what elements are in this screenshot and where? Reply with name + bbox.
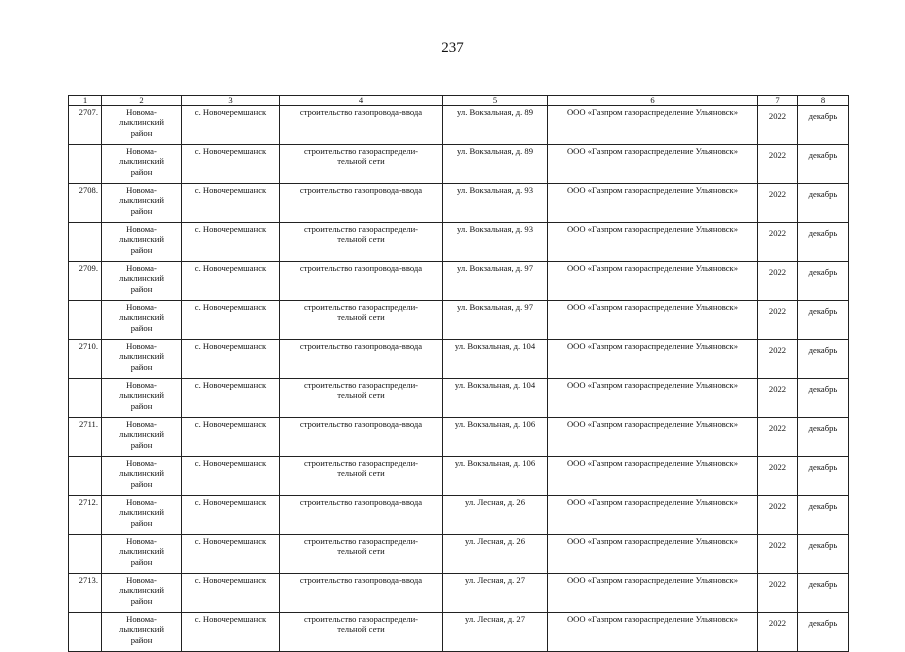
month-cell: декабрь <box>798 145 849 184</box>
locality-cell: с. Новочеремшанск <box>182 301 280 340</box>
district-cell: Новома- лыклинский район <box>102 223 182 262</box>
district-cell: Новома- лыклинский район <box>102 379 182 418</box>
locality-cell: с. Новочеремшанск <box>182 340 280 379</box>
address-cell: ул. Вокзальная, д. 97 <box>443 301 548 340</box>
table-row <box>69 106 849 145</box>
month-cell: декабрь <box>798 262 849 301</box>
entry-number <box>69 535 102 574</box>
organization-cell: ООО «Газпром газораспределение Ульяновск» <box>548 418 758 457</box>
organization-cell: ООО «Газпром газораспределение Ульяновск» <box>548 613 758 652</box>
locality-cell: с. Новочеремшанск <box>182 106 280 145</box>
locality-cell: с. Новочеремшанск <box>182 574 280 613</box>
address-cell: ул. Вокзальная, д. 89 <box>443 145 548 184</box>
year-cell: 2022 <box>758 184 798 223</box>
work-type-cell: строительство газопровода-ввода <box>280 106 443 145</box>
district-cell: Новома- лыклинский район <box>102 106 182 145</box>
work-type-cell: строительство газораспредели- тельной сети <box>280 613 443 652</box>
entry-number <box>69 223 102 262</box>
organization-cell: ООО «Газпром газораспределение Ульяновск» <box>548 496 758 535</box>
year-cell: 2022 <box>758 262 798 301</box>
address-cell: ул. Лесная, д. 27 <box>443 574 548 613</box>
column-header: 6 <box>548 96 758 106</box>
work-type-cell: строительство газораспредели- тельной сети <box>280 145 443 184</box>
column-header: 4 <box>280 96 443 106</box>
district-cell: Новома- лыклинский район <box>102 574 182 613</box>
work-type-cell: строительство газопровода-ввода <box>280 262 443 301</box>
table-row <box>69 574 849 613</box>
page-number: 237 <box>441 40 464 56</box>
table-row <box>69 535 849 574</box>
year-cell: 2022 <box>758 106 798 145</box>
work-type-cell: строительство газопровода-ввода <box>280 418 443 457</box>
organization-cell: ООО «Газпром газораспределение Ульяновск» <box>548 535 758 574</box>
address-cell: ул. Вокзальная, д. 97 <box>443 262 548 301</box>
work-type-cell: строительство газораспредели- тельной сети <box>280 223 443 262</box>
year-cell: 2022 <box>758 301 798 340</box>
entry-number <box>69 145 102 184</box>
entry-number: 2711. <box>69 418 102 457</box>
entry-number: 2707. <box>69 106 102 145</box>
year-cell: 2022 <box>758 223 798 262</box>
district-cell: Новома- лыклинский район <box>102 184 182 223</box>
year-cell: 2022 <box>758 574 798 613</box>
table-row <box>69 613 849 652</box>
month-cell: декабрь <box>798 223 849 262</box>
table-row <box>69 301 849 340</box>
locality-cell: с. Новочеремшанск <box>182 379 280 418</box>
table-row <box>69 496 849 535</box>
locality-cell: с. Новочеремшанск <box>182 262 280 301</box>
column-header: 5 <box>443 96 548 106</box>
column-header: 3 <box>182 96 280 106</box>
address-cell: ул. Лесная, д. 26 <box>443 535 548 574</box>
address-cell: ул. Вокзальная, д. 104 <box>443 379 548 418</box>
district-cell: Новома- лыклинский район <box>102 301 182 340</box>
column-header: 8 <box>798 96 849 106</box>
organization-cell: ООО «Газпром газораспределение Ульяновск» <box>548 223 758 262</box>
work-type-cell: строительство газопровода-ввода <box>280 496 443 535</box>
work-type-cell: строительство газопровода-ввода <box>280 184 443 223</box>
year-cell: 2022 <box>758 613 798 652</box>
table-row <box>69 418 849 457</box>
locality-cell: с. Новочеремшанск <box>182 184 280 223</box>
header-row <box>69 96 849 106</box>
address-cell: ул. Вокзальная, д. 104 <box>443 340 548 379</box>
locality-cell: с. Новочеремшанск <box>182 145 280 184</box>
table-row <box>69 457 849 496</box>
locality-cell: с. Новочеремшанск <box>182 418 280 457</box>
organization-cell: ООО «Газпром газораспределение Ульяновск» <box>548 301 758 340</box>
entry-number: 2709. <box>69 262 102 301</box>
entry-number <box>69 613 102 652</box>
year-cell: 2022 <box>758 340 798 379</box>
month-cell: декабрь <box>798 535 849 574</box>
address-cell: ул. Лесная, д. 26 <box>443 496 548 535</box>
month-cell: декабрь <box>798 184 849 223</box>
district-cell: Новома- лыклинский район <box>102 418 182 457</box>
district-cell: Новома- лыклинский район <box>102 457 182 496</box>
locality-cell: с. Новочеремшанск <box>182 613 280 652</box>
month-cell: декабрь <box>798 379 849 418</box>
organization-cell: ООО «Газпром газораспределение Ульяновск» <box>548 145 758 184</box>
table-row <box>69 145 849 184</box>
work-type-cell: строительство газопровода-ввода <box>280 340 443 379</box>
month-cell: декабрь <box>798 613 849 652</box>
year-cell: 2022 <box>758 535 798 574</box>
month-cell: декабрь <box>798 574 849 613</box>
organization-cell: ООО «Газпром газораспределение Ульяновск» <box>548 106 758 145</box>
district-cell: Новома- лыклинский район <box>102 340 182 379</box>
column-header: 2 <box>102 96 182 106</box>
work-type-cell: строительство газораспредели- тельной сети <box>280 535 443 574</box>
year-cell: 2022 <box>758 379 798 418</box>
district-cell: Новома- лыклинский район <box>102 496 182 535</box>
address-cell: ул. Вокзальная, д. 89 <box>443 106 548 145</box>
month-cell: декабрь <box>798 418 849 457</box>
year-cell: 2022 <box>758 418 798 457</box>
table-row <box>69 379 849 418</box>
address-cell: ул. Вокзальная, д. 106 <box>443 457 548 496</box>
entry-number: 2710. <box>69 340 102 379</box>
address-cell: ул. Вокзальная, д. 93 <box>443 223 548 262</box>
year-cell: 2022 <box>758 145 798 184</box>
column-header: 1 <box>69 96 102 106</box>
locality-cell: с. Новочеремшанск <box>182 223 280 262</box>
organization-cell: ООО «Газпром газораспределение Ульяновск» <box>548 340 758 379</box>
table-row <box>69 340 849 379</box>
locality-cell: с. Новочеремшанск <box>182 496 280 535</box>
table-body <box>69 106 849 652</box>
entry-number <box>69 379 102 418</box>
table-row <box>69 184 849 223</box>
organization-cell: ООО «Газпром газораспределение Ульяновск» <box>548 379 758 418</box>
month-cell: декабрь <box>798 340 849 379</box>
column-header: 7 <box>758 96 798 106</box>
work-type-cell: строительство газораспредели- тельной сети <box>280 301 443 340</box>
work-type-cell: строительство газопровода-ввода <box>280 574 443 613</box>
entry-number: 2712. <box>69 496 102 535</box>
work-type-cell: строительство газораспредели- тельной сети <box>280 379 443 418</box>
month-cell: декабрь <box>798 457 849 496</box>
table-row <box>69 223 849 262</box>
address-cell: ул. Вокзальная, д. 106 <box>443 418 548 457</box>
organization-cell: ООО «Газпром газораспределение Ульяновск» <box>548 574 758 613</box>
district-cell: Новома- лыклинский район <box>102 535 182 574</box>
address-cell: ул. Вокзальная, д. 93 <box>443 184 548 223</box>
district-cell: Новома- лыклинский район <box>102 145 182 184</box>
month-cell: декабрь <box>798 301 849 340</box>
year-cell: 2022 <box>758 496 798 535</box>
district-cell: Новома- лыклинский район <box>102 262 182 301</box>
address-cell: ул. Лесная, д. 27 <box>443 613 548 652</box>
entry-number: 2708. <box>69 184 102 223</box>
organization-cell: ООО «Газпром газораспределение Ульяновск» <box>548 262 758 301</box>
table-row <box>69 262 849 301</box>
month-cell: декабрь <box>798 106 849 145</box>
district-cell: Новома- лыклинский район <box>102 613 182 652</box>
year-cell: 2022 <box>758 457 798 496</box>
entry-number <box>69 301 102 340</box>
organization-cell: ООО «Газпром газораспределение Ульяновск» <box>548 184 758 223</box>
organization-cell: ООО «Газпром газораспределение Ульяновск» <box>548 457 758 496</box>
locality-cell: с. Новочеремшанск <box>182 535 280 574</box>
work-type-cell: строительство газораспредели- тельной сети <box>280 457 443 496</box>
entry-number: 2713. <box>69 574 102 613</box>
month-cell: декабрь <box>798 496 849 535</box>
entry-number <box>69 457 102 496</box>
registry-table <box>68 95 849 652</box>
locality-cell: с. Новочеремшанск <box>182 457 280 496</box>
